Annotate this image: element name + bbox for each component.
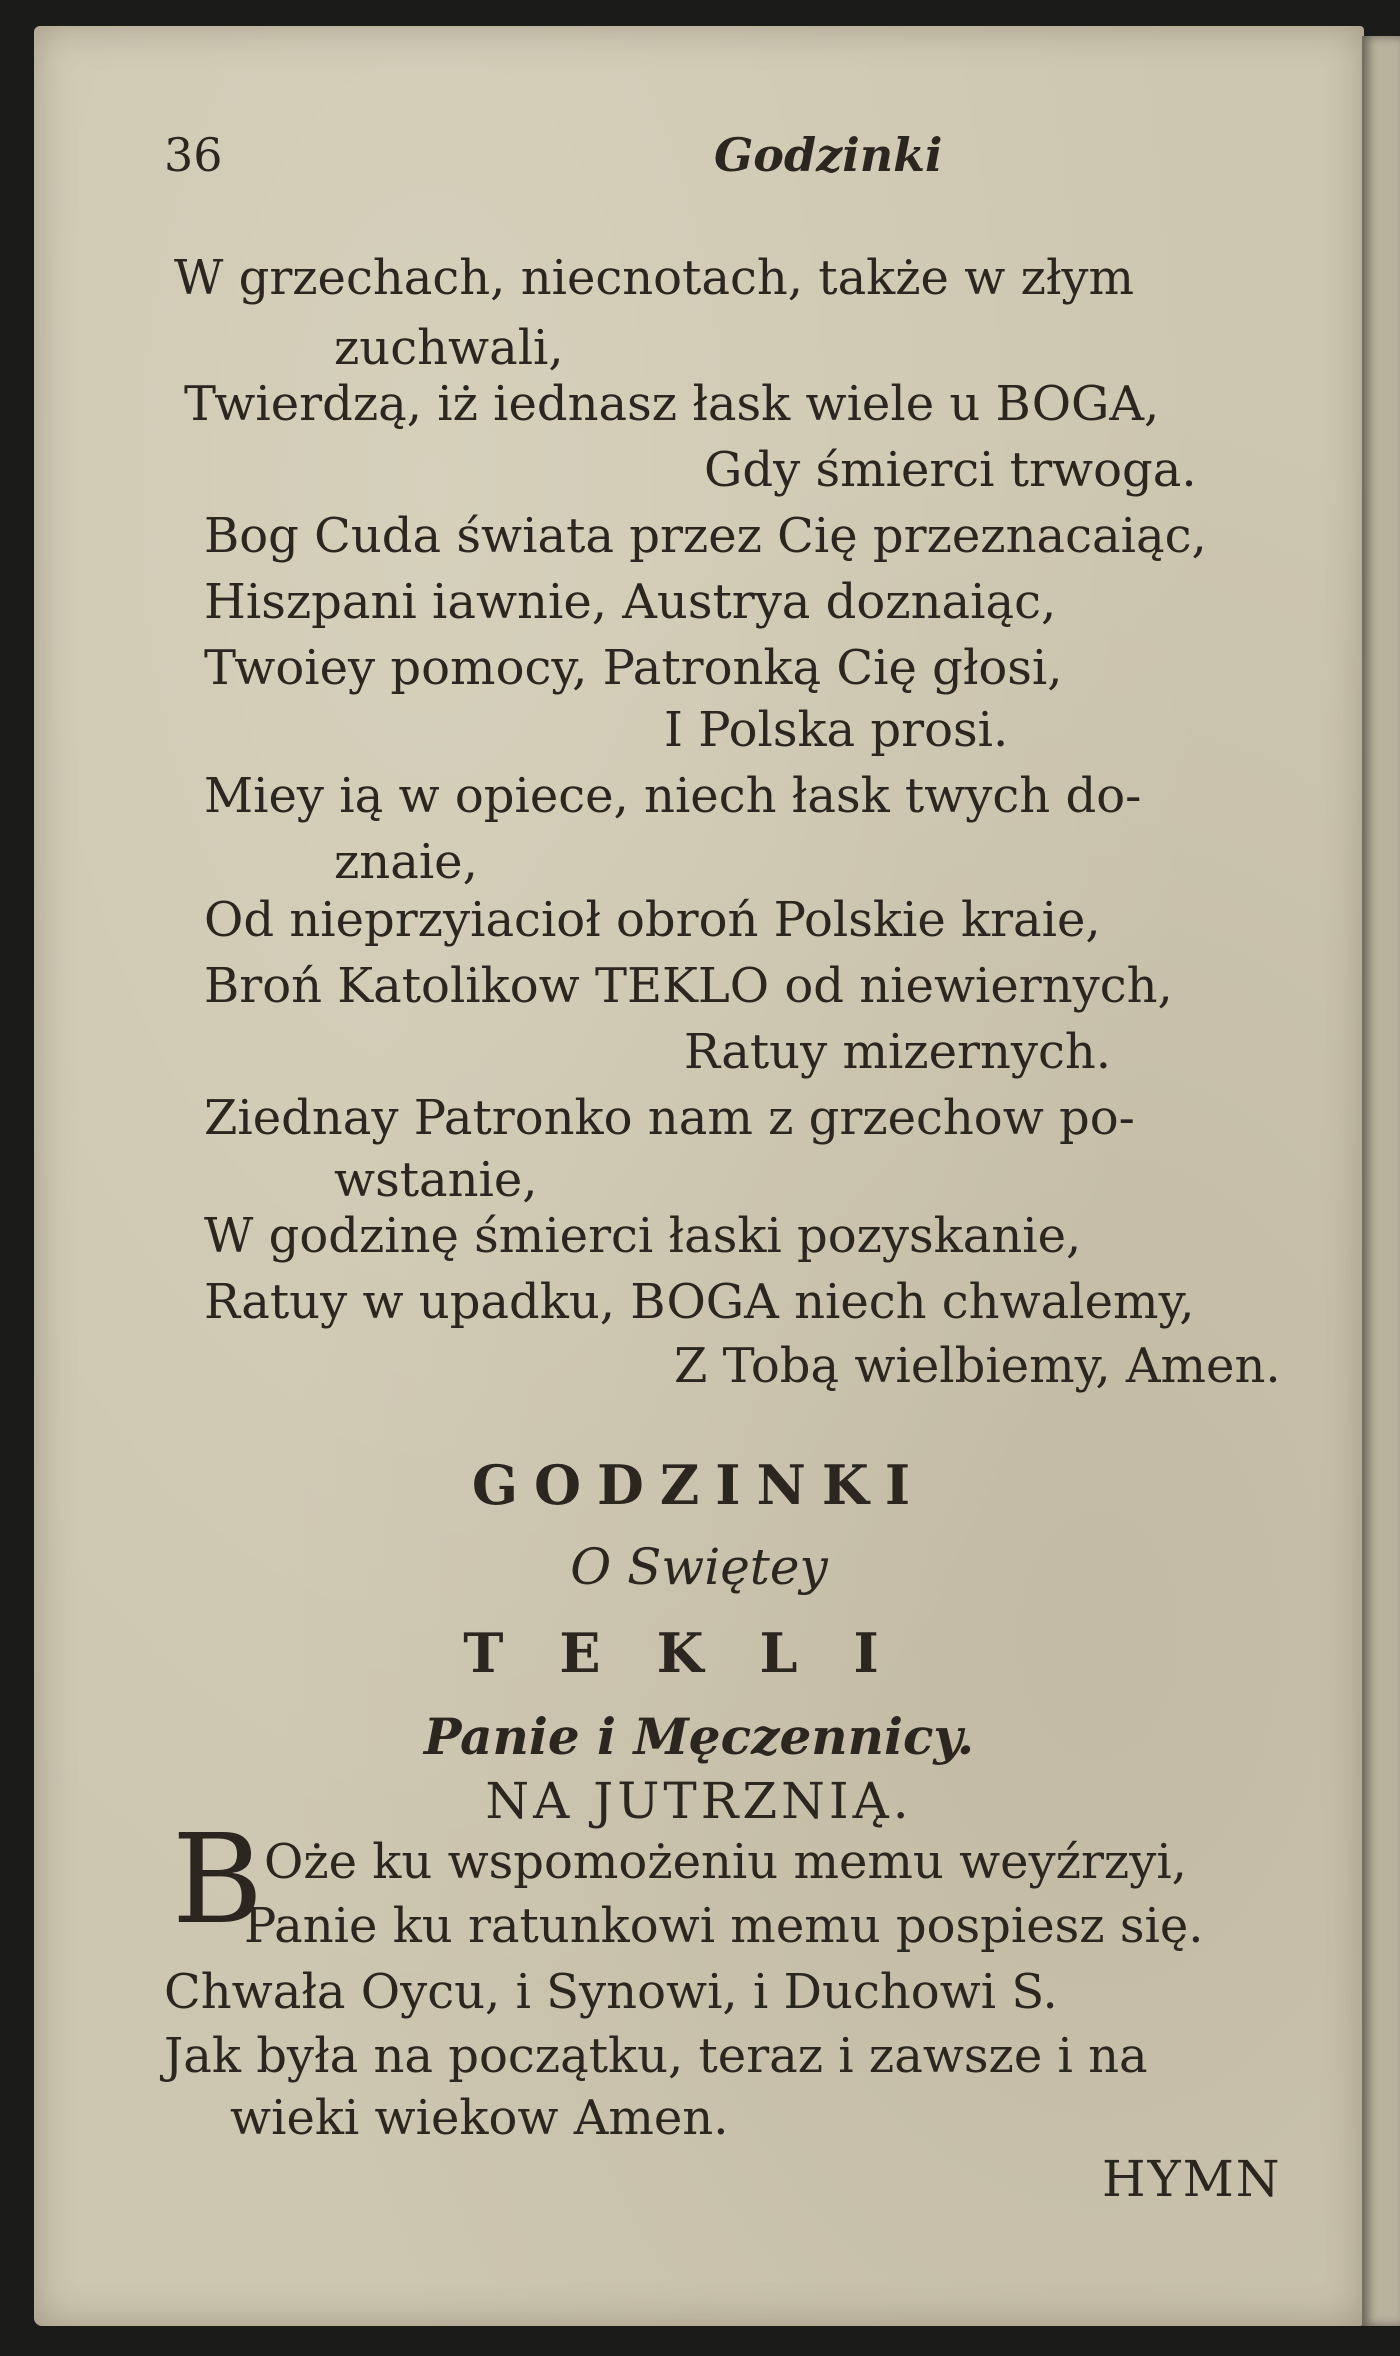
verse-line-2: zuchwali, — [334, 320, 564, 376]
verse-line-12: Broń Katolikow TEKLO od niewiernych, — [204, 958, 1173, 1014]
prayer-line-3: Chwała Oycu, i Synowi, i Duchowi S. — [164, 1964, 1058, 2020]
verse-line-4: Gdy śmierci trwoga. — [704, 442, 1197, 498]
section-title-panie: Panie i Męczennicy. — [423, 1707, 975, 1766]
page-number: 36 — [164, 128, 223, 182]
verse-line-15: wstanie, — [334, 1152, 538, 1208]
adjacent-page-edge — [1362, 36, 1400, 2326]
prayer-line-4: Jak była na początku, teraz i zawsze i na — [164, 2028, 1148, 2084]
verse-line-13: Ratuy mizernych. — [684, 1024, 1112, 1080]
verse-line-6: Hiszpani iawnie, Austrya doznaiąc, — [204, 574, 1057, 630]
verse-line-9: Miey ią w opiece, niech łask twych do- — [204, 768, 1142, 824]
verse-line-18: Z Tobą wielbiemy, Amen. — [674, 1338, 1281, 1394]
verse-line-14: Ziednay Patronko nam z grzechow po- — [204, 1090, 1135, 1146]
verse-line-17: Ratuy w upadku, BOGA niech chwalemy, — [204, 1274, 1195, 1330]
prayer-line-1: Oże ku wspomożeniu memu weyźrzyi, — [264, 1834, 1187, 1890]
book-page — [34, 26, 1364, 2326]
catchword: HYMN — [1102, 2150, 1282, 2208]
verse-line-1: W grzechach, niecnotach, także w złym — [174, 250, 1135, 306]
section-title-godzinki: GODZINKI — [471, 1453, 927, 1517]
verse-line-10: znaie, — [334, 834, 478, 890]
verse-line-16: W godzinę śmierci łaski pozyskanie, — [204, 1208, 1082, 1264]
verse-line-7: Twoiey pomocy, Patronką Cię głosi, — [204, 640, 1063, 696]
section-title-tekli: TEKLI — [463, 1621, 935, 1685]
verse-line-11: Od nieprzyiacioł obroń Polskie kraie, — [204, 892, 1101, 948]
verse-line-3: Twierdzą, iż iednasz łask wiele u BOGA, — [184, 376, 1160, 432]
verse-line-8: I Polska prosi. — [664, 702, 1009, 758]
drop-cap: B — [172, 1808, 264, 1952]
prayer-line-5: wieki wiekow Amen. — [230, 2090, 729, 2146]
section-title-jutrznia: NA JUTRZNIĄ. — [485, 1772, 913, 1830]
prayer-line-2: Panie ku ratunkowi memu pospiesz się. — [244, 1898, 1204, 1954]
verse-line-5: Bog Cuda świata przez Cię przeznacaiąc, — [204, 508, 1207, 564]
running-title: Godzinki — [714, 128, 943, 182]
section-title-o-swietey: O Swiętey — [570, 1538, 828, 1596]
